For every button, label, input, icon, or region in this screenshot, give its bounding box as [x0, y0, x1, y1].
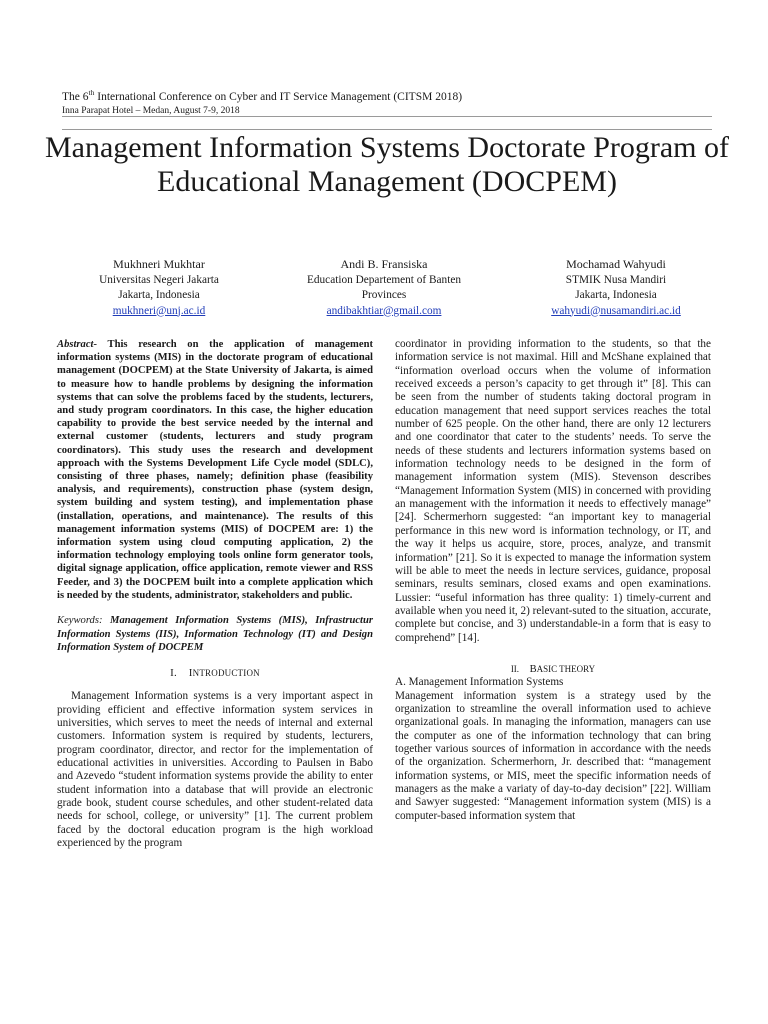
author-email-link[interactable]: andibakhtiar@gmail.com: [326, 304, 442, 317]
author-location: Jakarta, Indonesia: [118, 289, 200, 301]
author-affiliation: Education Departement of Banten: [306, 273, 462, 286]
section-title-rest: ASIC THEORY: [536, 663, 596, 674]
section-title-initial: I: [188, 666, 193, 679]
keywords-lead: Keywords:: [57, 615, 103, 627]
author-name: Andi B. Fransiska: [340, 257, 428, 271]
conference-header: [62, 86, 712, 117]
abstract: [57, 338, 373, 602]
keywords-text: Management Information Systems (MIS), Infrastructur Information Systems (IIS), Information Technology (IT) and Design Information System of DOCPEM: [57, 615, 373, 654]
paper-title: Management Information Systems Doctorate Program of Educational Management (DOCPEM): [45, 131, 729, 198]
abstract-text: This research on the application of management information systems (MIS) in the doctorate program of educational management (DOCPEM) at the State University of Jakarta, is aimed to measure how to handle problems by designing the information systems that can solve the problems faced by the students, lecturers, and study program coordinators. In this case, the higher education capability to provide the best service needed by the internal and external customer (students, lecturers and study program coordinators). This study uses the research and development approach with the Systems Development Life Cycle model (SDLC), consisting of three phases, namely; definition phase (feasibility analysis, and requirements), construction phase (system design, system building and system testing), and implementation phase (installation, operations, and maintenance). The results of this management information systems (MIS) of DOCPEM are: 1) the information system using cloud computing application, 2) the information technology employing tools online form generator tools, digital signage application, office application, remote viewer and RSS Feeder, and 3) the DOCPEM built into a complete application which is needed by the students, administrator, stakeholders and public.: [57, 339, 373, 601]
conference-ordinal-suffix: th: [88, 88, 95, 97]
abstract-lead: Abstract-: [57, 339, 98, 350]
author-affiliation: STMIK Nusa Mandiri: [565, 273, 667, 286]
introduction-continued-paragraph: coordinator in providing information to the students, so that the information service is not maximal. Hill and McShane explained that “information overload occurs when the volume of information received exceeds a person’s capacity to get through it” [8]. This can be seen from the number of students taking doctoral program in education management that need support services reaches the total number of 625 people. On the other hand, there are only 12 lecturers and one coordinator that cater to the students’ needs. To serve the needs of these students and lecturers information systems based on information technology needs to be designed in the form of management information system (MIS). Stevenson describes “Management Information System (MIS) in concerned with providing an management with the information it needs to effectively manage” [24]. Schermerhorn suggested: “an important key to managerial performance in this new word is information technology, or IT, and the way it helps us acquire, store, proces, analyze, and transmit information” [21]. So it is expected to manage the information system will be able to meet the needs in lecture services, guidance, proposal seminars, results seminars, closed exams and open examinations. Lussier: “useful information has three quality: 1) timely-current and available when you need it, 2) relevant-suted to the situation, accurate, complete but concise, and 3) understandable-in a form that is easy to comprehend” [14].: [395, 338, 711, 644]
author-1: [39, 257, 279, 319]
section-heading-introduction: [57, 667, 373, 680]
author-email-link[interactable]: wahyudi@nusamandiri.ac.id: [551, 304, 681, 317]
header-rule-bottom: [62, 129, 712, 130]
section-heading-basic-theory: [395, 663, 711, 676]
conference-name-rest: International Conference on Cyber and IT Service Management (CITSM 2018): [94, 90, 463, 103]
left-column: [57, 338, 373, 850]
conference-venue: Inna Parapat Hotel – Medan, August 7-9, 2018: [62, 105, 240, 116]
keywords: [57, 614, 373, 655]
author-email-link[interactable]: mukhneri@unj.ac.id: [112, 304, 206, 317]
author-affiliation: Universitas Negeri Jakarta: [99, 273, 219, 286]
introduction-paragraph: Management Information systems is a very important aspect in providing efficient and effective information system services in universities, which serves to meet the needs of internal and external customers. Information system is required by students, lecturers, program coordinator, director, and rector for the implementation of educational activities in universities. According to Paulsen in Babo and Azevedo “student information systems provide the ability to enter student information into a database that will provide an electronic grade book, student course schedules, and other student-related data needs for school, college, or university” [1]. The current problem faced by the doctoral education program is the high workload experienced by the program: [57, 690, 373, 849]
author-3: [496, 257, 736, 319]
header-rule-top: [62, 116, 712, 117]
subsection-heading: A. Management Information Systems: [395, 676, 564, 689]
author-name: Mochamad Wahyudi: [566, 257, 666, 271]
conference-name: [62, 86, 712, 104]
section-title-rest: NTRODUCTION: [192, 667, 260, 678]
section-numeral: II.: [510, 663, 520, 674]
author-2: [264, 257, 504, 319]
conference-name-prefix: The 6: [62, 90, 89, 103]
author-location: Jakarta, Indonesia: [575, 289, 657, 301]
author-location: Provinces: [361, 289, 407, 301]
section-title-initial: B: [529, 663, 537, 675]
section-numeral: I.: [170, 666, 177, 679]
basic-theory-paragraph: Management information system is a strategy used by the organization to streamline the overall information used to achieve organizational goals. In managing the information, managers can use the computer as one of the information technology that can bring together various sources of information in accordance with the needs of the organization. Schermerhorn, Jr. described that: “management information systems, or MIS, meet the specific information needs of managers as the make a variaty of day-to-day decision” [22]. William and Sawyer suggested: “Management information system (MIS) is a computer-based information system that: [395, 689, 711, 822]
right-column: [395, 338, 711, 823]
author-name: Mukhneri Mukhtar: [113, 257, 205, 271]
